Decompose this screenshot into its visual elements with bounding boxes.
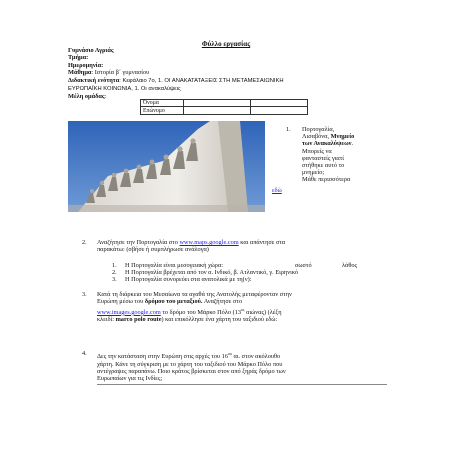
q3-line3 — [97, 306, 397, 317]
q1-text — [302, 126, 412, 184]
q1-line6: στήθηκε αυτό το — [302, 162, 345, 170]
q2-option-1 — [112, 262, 389, 269]
q3-line4a: κλειδί: — [97, 316, 116, 324]
members-surname-label: Επώνυμο — [141, 107, 184, 114]
q3-line3b: αιώνας) (λέξη — [244, 308, 282, 316]
members-name-label: Όνομα — [141, 100, 184, 107]
q1-line1: Πορτογαλία, — [302, 126, 335, 133]
q1-monument-name-2: των Ανακαλύψεων — [302, 140, 352, 148]
worksheet-header — [68, 47, 398, 101]
q1-learn-more-link[interactable]: εδώ — [272, 187, 282, 194]
subject-value: : Ιστορία β΄ γυμνασίου — [91, 69, 150, 77]
unit-line-2 — [68, 85, 398, 93]
unit-line — [68, 77, 398, 85]
q1-line2a: Λισαβόνα, — [302, 133, 331, 141]
q3-line4 — [97, 316, 397, 323]
q2-option-false[interactable]: λάθος — [342, 262, 358, 269]
q1-line3 — [302, 140, 412, 147]
q3-silk-road: δρόμου του μεταξιού. — [144, 298, 203, 306]
q2-line1 — [97, 239, 397, 246]
worksheet-title: Φύλλο εργασίας — [201, 40, 251, 48]
q2-text-a: Αναζήτησε την Πορτογαλία στο — [97, 239, 180, 246]
q2-option-3-number: 3. — [112, 276, 117, 284]
q2-option-1-number: 1. — [112, 262, 117, 269]
q2-option-2 — [112, 269, 389, 276]
members-row-surname — [141, 107, 308, 114]
members-table — [140, 99, 308, 115]
q3-line2c: Αναζήτησε στο — [202, 298, 243, 306]
class-label: Τμήμα: — [68, 54, 89, 62]
q4-line1 — [97, 350, 397, 361]
q3-line1: Κατά τη διάρκεια του Μεσαίωνα τα αγαθά της Ανατολής μεταφέρονταν στην — [97, 291, 292, 298]
subject-label: Μάθημα — [68, 69, 92, 77]
members-name-cell-2[interactable] — [251, 100, 308, 107]
q4-line2: χάρτη. Κάνε τη σύγκριση με το χάρτη του ταξιδιού του Μάρκο Πόλο που — [97, 360, 283, 368]
q1-line5: φανταστείς γιατί — [302, 154, 344, 162]
q2-line2: παρακάτω: (σβήσε ή συμπλήρωσε ανάλογα) — [97, 246, 209, 254]
q1-monument-name: Μνημείο — [330, 133, 355, 141]
q2-maps-link[interactable]: www.maps.google.com — [179, 239, 239, 246]
q4-number: 4. — [82, 350, 87, 357]
q2-text-b: και απάντησε στα — [238, 239, 286, 246]
q4-line1a: Δες την κατάσταση στην Ευρώπη στις αρχές του 16 — [97, 353, 228, 361]
q3-text — [97, 291, 397, 324]
members-label: Μέλη ομάδας — [68, 93, 105, 101]
q4-line4: Ευρωπαίων για τις Ινδίες; — [97, 375, 163, 383]
members-colon: : — [104, 93, 107, 101]
q4-line3: αντέγραψες παραπάνω. Ποιο κράτος βρίσκεται στον από ξηράς δρόμο των — [97, 367, 286, 375]
members-surname-cell-2[interactable] — [251, 107, 308, 114]
q2-option-1-text: Η Πορτογαλία είναι μεσογειακή χώρα: — [125, 262, 224, 269]
members-name-cell-1[interactable] — [184, 100, 251, 107]
q3-keyword: marco polo route — [115, 316, 162, 324]
q3-line3a: το δρόμο του Μάρκο Πόλο (13 — [160, 308, 241, 316]
date-label: Ημερομηνία: — [68, 61, 104, 69]
members-surname-cell-1[interactable] — [184, 107, 251, 114]
q1-line3-tail: . — [351, 140, 354, 148]
q3-line4c: ) και επικόλλησε ένα χάρτη του ταξιδιού εδώ: — [161, 316, 278, 324]
q2-option-2-text[interactable]: Η Πορτογαλία βρέχεται από τον α. Ινδικό, β. Ατλαντικό, γ. Ειρηνικό — [125, 269, 299, 277]
monument-illustration — [68, 121, 265, 212]
q2-number: 2. — [82, 239, 87, 246]
q1-number: 1. — [286, 126, 291, 133]
q2-text — [97, 239, 397, 254]
unit-value-1: : Κεφάλαιο 7ο, 1. ΟΙ ΑΝΑΚΑΤΑΤΑΞΕΙΣ ΣΤΗ ΜΕΤΑΜΕΣΑΙΩΝΙΚΗ — [119, 77, 284, 84]
q2-options — [112, 262, 389, 284]
school-name: Γυμνάσιο Αγριάς — [68, 47, 114, 54]
q2-option-3-text[interactable]: Η Πορτογαλία συνορεύει στα ανατολικά με τη(ν): — [125, 276, 252, 284]
monument-base — [68, 205, 265, 212]
subject-line — [68, 69, 398, 76]
q2-option-3 — [112, 276, 389, 283]
q1-line8: Μάθε περισσότερα — [302, 176, 351, 184]
members-row-name — [141, 100, 308, 107]
q4-sup: ου — [227, 351, 232, 356]
monument-photo — [68, 121, 265, 212]
q4-text — [97, 350, 397, 383]
q3-number: 3. — [82, 291, 87, 298]
q1-line7: μνημείο; — [302, 169, 325, 177]
unit-value-2: ΕΥΡΩΠΑΪΚΗ ΚΟΙΝΩΝΙΑ, 1. Οι ανακαλύψεις — [68, 86, 181, 93]
q4-line1b: αι. στον ακόλουθο — [231, 353, 281, 361]
q1-line4: Μπορείς να — [302, 147, 332, 155]
q3-line2 — [97, 298, 397, 305]
answer-line[interactable] — [97, 384, 387, 385]
unit-label: Διδακτική ενότητα — [68, 76, 120, 84]
school-line — [68, 47, 398, 54]
q3-sup: ος — [241, 306, 245, 312]
q2-option-2-number: 2. — [112, 269, 117, 277]
q3-images-link[interactable]: www.images.google.com — [97, 308, 161, 316]
q3-line2a: Ευρώπη μέσω του — [97, 298, 145, 306]
class-line — [68, 54, 398, 61]
q2-option-true[interactable]: σωστό — [295, 262, 312, 269]
